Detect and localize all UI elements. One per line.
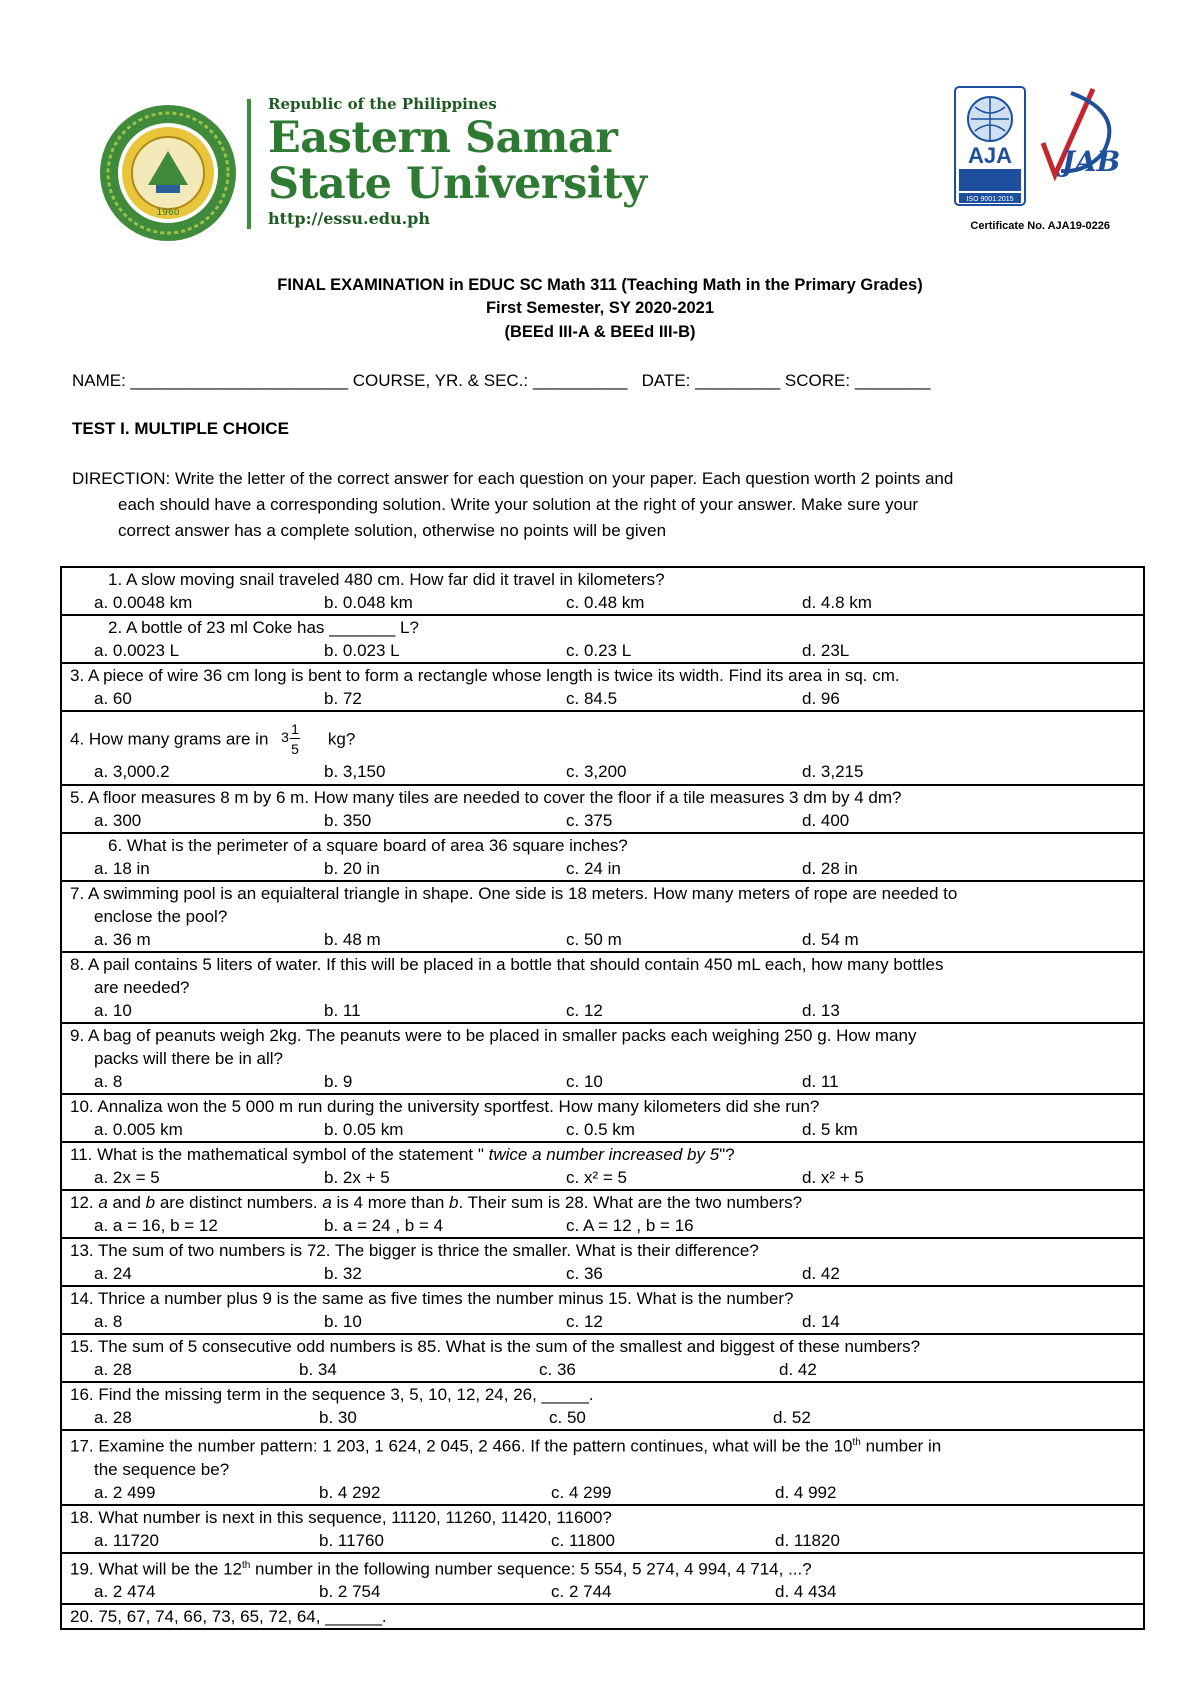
choice-d: d. 11	[802, 1072, 839, 1091]
svg-text:ISO 9001:2015: ISO 9001:2015	[966, 196, 1014, 203]
choice-b: b. 30	[319, 1408, 357, 1427]
choice-d: d. 52	[773, 1408, 811, 1427]
question-16	[61, 1382, 1144, 1430]
choice-a: a. 2x = 5	[94, 1168, 160, 1187]
choice-a: a. 36 m	[94, 930, 151, 949]
fraction-whole: 3	[281, 729, 289, 745]
choice-a: a. 24	[94, 1264, 132, 1283]
choice-d: d. 4.8 km	[802, 593, 872, 612]
question-4	[61, 711, 1144, 785]
certification-logos	[953, 83, 1128, 233]
question-7	[61, 881, 1144, 952]
choice-b: b. 10	[324, 1312, 362, 1331]
choice-a: a. 0.0048 km	[94, 593, 193, 612]
question-text: 14. Thrice a number plus 9 is the same as five times the number minus 15. What is the number?	[70, 1289, 794, 1308]
question-text-part: are distinct numbers.	[155, 1193, 323, 1212]
question-9	[61, 1023, 1144, 1094]
choice-d: d. 400	[802, 811, 850, 830]
question-11	[61, 1142, 1144, 1190]
certificate-number: Certificate No. AJA19-0226	[970, 220, 1110, 232]
ordinal-suffix: th	[241, 1559, 251, 1571]
question-text-part: 12.	[70, 1193, 99, 1212]
question-text	[70, 1431, 1135, 1458]
question-text: 7. A swimming pool is an equialteral triangle in shape. One side is 18 meters. How many meters of rope are needed to	[70, 884, 958, 903]
question-text-emphasis: twice a number increased by 5	[488, 1145, 720, 1164]
choice-d: d. 5 km	[802, 1120, 858, 1139]
question-8	[61, 952, 1144, 1023]
choice-b: b. 0.05 km	[324, 1120, 404, 1139]
question-text: 9. A bag of peanuts weigh 2kg. The peanuts were to be placed in smaller packs each weighing 250 g. How many	[70, 1026, 917, 1045]
choice-c: c. 50 m	[566, 930, 622, 949]
choice-d: d. 96	[802, 689, 840, 708]
choice-c: c. 24 in	[566, 859, 621, 878]
questions-table	[60, 566, 1145, 1630]
question-text-part: 4. How many grams are in	[70, 729, 269, 749]
question-text-part: kg?	[327, 729, 356, 749]
choice-c: c. 12	[566, 1001, 603, 1020]
question-text-part: and	[107, 1193, 146, 1212]
choice-b: b. 48 m	[324, 930, 381, 949]
question-3	[61, 663, 1144, 711]
choice-c: c. 375	[566, 811, 613, 830]
university-website: http://essu.edu.ph	[268, 209, 430, 228]
choice-c: c. 36	[566, 1264, 603, 1283]
choice-c: c. 10	[566, 1072, 603, 1091]
university-name-line1: Eastern Samar	[268, 113, 618, 163]
question-text-continued: the sequence be?	[94, 1459, 230, 1479]
university-name-line2: State University	[268, 159, 647, 209]
question-text: 10. Annaliza won the 5 000 m run during the university sportfest. How many kilometers did she run?	[70, 1097, 820, 1116]
question-text-part: 19. What will be the 12	[70, 1559, 242, 1579]
choice-d: d. 13	[802, 1001, 840, 1020]
question-5	[61, 785, 1144, 833]
question-13	[61, 1238, 1144, 1286]
question-text: 8. A pail contains 5 liters of water. If this will be placed in a bottle that should contain 450 mL each, how many bottles	[70, 955, 944, 974]
choice-c: c. 84.5	[566, 689, 618, 708]
choice-c: c. 0.5 km	[566, 1120, 635, 1139]
choice-d: d. x² + 5	[802, 1168, 864, 1187]
choice-a: a. 8	[94, 1072, 123, 1091]
mixed-fraction	[277, 720, 319, 760]
question-6	[61, 833, 1144, 881]
choice-a: a. 2 499	[94, 1482, 156, 1502]
student-info-line: NAME: _______________________ COURSE, YR. & SEC.: __________ DATE: _________ SCORE: ________	[72, 371, 931, 390]
choice-b: b. 32	[324, 1264, 362, 1283]
choice-d: d. 4 434	[775, 1582, 837, 1602]
question-text	[70, 1554, 1135, 1581]
choice-b: b. 11	[324, 1001, 361, 1020]
direction-text	[72, 466, 1142, 544]
choice-c: c. 11800	[551, 1530, 615, 1550]
choice-b: b. 3,150	[324, 762, 386, 781]
fraction-numerator: 1	[291, 721, 299, 737]
choice-a: a. 300	[94, 811, 142, 830]
sections-line: (BEEd III-A & BEEd III-B)	[504, 323, 696, 341]
direction-line-3: correct answer has a complete solution, otherwise no points will be given	[118, 521, 667, 540]
choice-c: c. 2 744	[551, 1582, 612, 1602]
choice-d: d. 42	[779, 1360, 817, 1379]
choice-c: c. 3,200	[566, 762, 627, 781]
question-text-part: "?	[719, 1145, 735, 1164]
semester-line: First Semester, SY 2020-2021	[485, 299, 715, 317]
question-text-continued: are needed?	[94, 978, 190, 997]
direction-line-2: each should have a corresponding solution. Write your solution at the right of your answer. Make sure your	[118, 495, 919, 514]
question-text-part: 17. Examine the number pattern: 1 203, 1 624, 2 045, 2 466. If the pattern continues, what will be the 10	[70, 1436, 853, 1456]
university-seal	[98, 103, 238, 243]
choice-c: c. 4 299	[551, 1482, 612, 1502]
question-17	[61, 1430, 1144, 1505]
question-text: 20. 75, 67, 74, 66, 73, 65, 72, 64, ______.	[70, 1607, 387, 1627]
choice-d: d. 54 m	[802, 930, 859, 949]
choice-b: b. 20 in	[324, 859, 380, 878]
republic-label: Republic of the Philippines	[268, 95, 497, 113]
question-text	[70, 1191, 1135, 1214]
fraction-denominator: 5	[291, 741, 299, 757]
svg-text:JAB: JAB	[1061, 145, 1121, 178]
choice-d: d. 28 in	[802, 859, 858, 878]
choice-a: a. 60	[94, 689, 132, 708]
choice-d: d. 3,215	[802, 762, 864, 781]
choice-a: a. 2 474	[94, 1582, 156, 1602]
question-18	[61, 1505, 1144, 1553]
question-12	[61, 1190, 1144, 1238]
question-text: 5. A floor measures 8 m by 6 m. How many tiles are needed to cover the floor if a tile measures 3 dm by 4 dm?	[70, 788, 902, 807]
choice-d: d. 23L	[802, 641, 850, 660]
ordinal-suffix: th	[852, 1437, 861, 1448]
question-text: 16. Find the missing term in the sequence 3, 5, 10, 12, 24, 26, _____.	[70, 1385, 594, 1404]
university-name-block	[268, 95, 646, 228]
choice-a: a. 28	[94, 1360, 132, 1379]
choice-d	[802, 1214, 1072, 1237]
svg-text:AJA: AJA	[967, 143, 1013, 168]
question-text: 18. What number is next in this sequence, 11120, 11260, 11420, 11600?	[70, 1507, 612, 1527]
question-19	[61, 1553, 1144, 1605]
question-text: 2. A bottle of 23 ml Coke has _______ L?	[108, 618, 419, 637]
choice-c: c. A = 12 , b = 16	[566, 1216, 694, 1235]
choice-d: d. 11820	[775, 1530, 840, 1550]
question-text: 13. The sum of two numbers is 72. The bigger is thrice the smaller. What is their difference?	[70, 1241, 759, 1260]
question-text-part: . Their sum is 28. What are the two numbers?	[458, 1193, 803, 1212]
choice-a: a. a = 16, b = 12	[94, 1216, 218, 1235]
question-text	[70, 1143, 1135, 1166]
question-text: 6. What is the perimeter of a square board of area 36 square inches?	[108, 836, 628, 855]
choice-c: c. 12	[566, 1312, 603, 1331]
question-14	[61, 1286, 1144, 1334]
choice-b: b. 11760	[319, 1530, 384, 1550]
choice-a: a. 3,000.2	[94, 762, 170, 781]
question-text: 15. The sum of 5 consecutive odd numbers is 85. What is the sum of the smallest and biggest of these numbers?	[70, 1337, 921, 1356]
choice-b: b. 2x + 5	[324, 1168, 390, 1187]
variable-a: a	[322, 1193, 332, 1212]
variable-b: b	[145, 1193, 156, 1212]
exam-title: FINAL EXAMINATION in EDUC SC Math 311 (Teaching Math in the Primary Grades)	[277, 276, 923, 294]
choice-b: b. 9	[324, 1072, 353, 1091]
choice-a: a. 28	[94, 1408, 132, 1427]
choice-c: c. x² = 5	[566, 1168, 627, 1187]
question-text: 3. A piece of wire 36 cm long is bent to form a rectangle whose length is twice its width. Find its area in sq. cm.	[70, 666, 900, 685]
question-10	[61, 1094, 1144, 1142]
letterhead	[98, 95, 1128, 235]
choice-a: a. 10	[94, 1001, 132, 1020]
question-text-continued: enclose the pool?	[94, 907, 228, 926]
choice-d: d. 14	[802, 1312, 840, 1331]
choice-b: b. 34	[299, 1360, 337, 1379]
choice-b: b. 0.048 km	[324, 593, 413, 612]
svg-text:1960: 1960	[156, 208, 180, 218]
question-text	[70, 712, 1135, 760]
choice-a: a. 0.0023 L	[94, 641, 180, 660]
choice-a: a. 18 in	[94, 859, 150, 878]
choice-c: c. 0.48 km	[566, 593, 645, 612]
divider-line	[247, 99, 251, 229]
question-20	[61, 1604, 1144, 1629]
choice-b: b. 72	[324, 689, 362, 708]
choice-b: b. 4 292	[319, 1482, 381, 1502]
question-text-part: number in the following number sequence: 5 554, 5 274, 4 994, 4 714, ...?	[250, 1559, 812, 1579]
choice-b: b. 2 754	[319, 1582, 381, 1602]
question-text-part: number in	[860, 1436, 942, 1456]
choice-b: b. 0.023 L	[324, 641, 400, 660]
choice-b: b. 350	[324, 811, 372, 830]
choice-b: b. a = 24 , b = 4	[324, 1216, 444, 1235]
choice-d: d. 4 992	[775, 1482, 837, 1502]
test-heading: TEST I. MULTIPLE CHOICE	[72, 419, 289, 438]
variable-a: a	[98, 1193, 108, 1212]
question-text-continued: packs will there be in all?	[94, 1049, 283, 1068]
choice-a: a. 0.005 km	[94, 1120, 183, 1139]
question-1	[61, 567, 1144, 615]
direction-line-1: DIRECTION: Write the letter of the correct answer for each question on your paper. Each question worth 2 points and	[72, 469, 954, 488]
question-text-part: 11. What is the mathematical symbol of the statement "	[70, 1145, 489, 1164]
choice-c: c. 36	[539, 1360, 576, 1379]
choice-a: a. 8	[94, 1312, 123, 1331]
question-2	[61, 615, 1144, 663]
choice-d: d. 42	[802, 1264, 840, 1283]
choice-c: c. 0.23 L	[566, 641, 632, 660]
question-text-part: is 4 more than	[331, 1193, 449, 1212]
choice-a: a. 11720	[94, 1530, 159, 1550]
question-15	[61, 1334, 1144, 1382]
choice-c: c. 50	[549, 1408, 586, 1427]
question-text: 1. A slow moving snail traveled 480 cm. How far did it travel in kilometers?	[108, 570, 665, 589]
variable-b: b	[449, 1193, 459, 1212]
